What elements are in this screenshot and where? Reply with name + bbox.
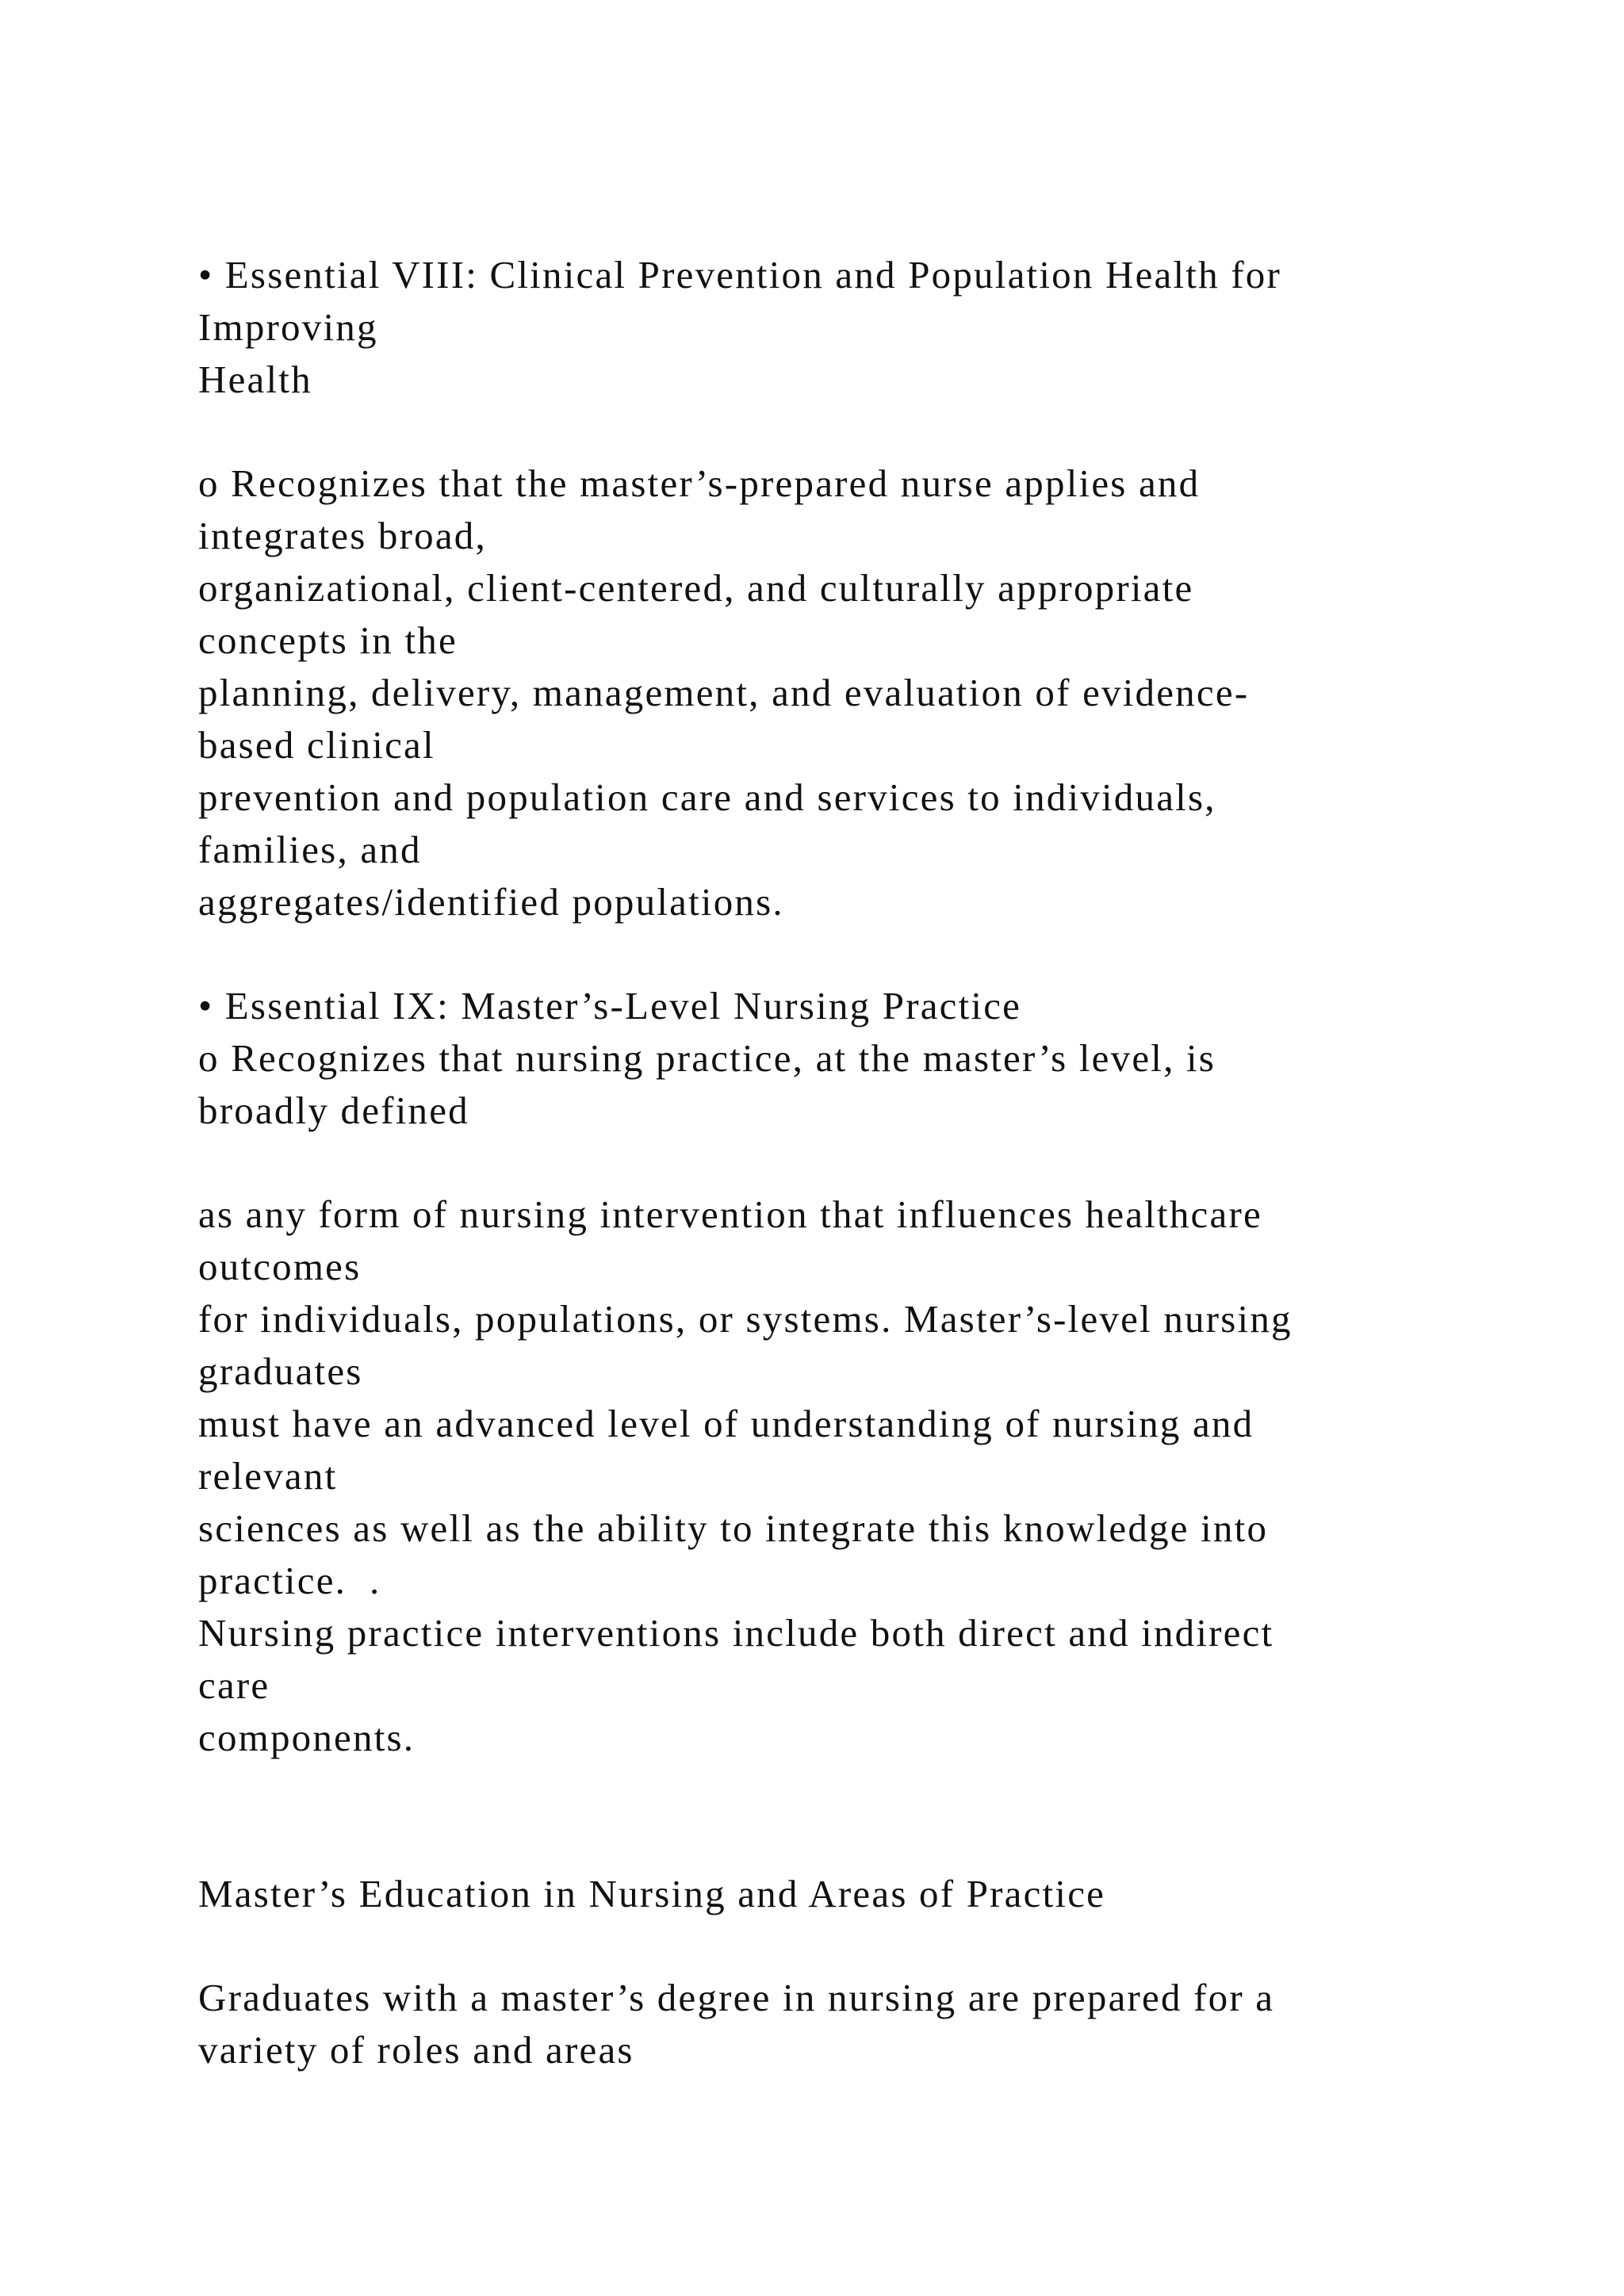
- essential-viii-body-line-2: integrates broad,: [198, 514, 487, 557]
- essential-ix-body-line-7: must have an advanced level of understanding of nursing and: [198, 1402, 1254, 1445]
- essential-ix-heading: • Essential IX: Master’s-Level Nursing Practice: [198, 984, 1022, 1027]
- essential-viii-body-line-6: based clinical: [198, 723, 435, 767]
- essential-viii-body-line-3: organizational, client-centered, and culturally appropriate: [198, 566, 1194, 610]
- essential-ix-body-line-10: practice. .: [198, 1559, 381, 1602]
- essential-viii-heading-line-2: Improving: [198, 305, 378, 349]
- essential-viii-heading-line-3: Health: [198, 358, 312, 401]
- essential-ix-body-line-5: for individuals, populations, or systems. Master’s-level nursing: [198, 1297, 1293, 1341]
- section-body-line-2: variety of roles and areas: [198, 2028, 634, 2072]
- essential-ix-body-line-8: relevant: [198, 1454, 338, 1498]
- essential-ix-body-line-4: outcomes: [198, 1245, 362, 1288]
- essential-ix-body-line-2: broadly defined: [198, 1089, 469, 1132]
- essential-viii-body-line-5: planning, delivery, management, and evaluation of evidence-: [198, 671, 1250, 714]
- essential-ix-body-line-13: components.: [198, 1716, 416, 1759]
- essential-ix-body-line-1: o Recognizes that nursing practice, at the master’s level, is: [198, 1036, 1216, 1080]
- essential-viii-body-line-8: families, and: [198, 828, 422, 871]
- essential-viii-heading-line-1: • Essential VIII: Clinical Prevention and Population Health for: [198, 253, 1281, 297]
- essential-ix-body-line-12: care: [198, 1663, 270, 1707]
- essential-ix-body-line-6: graduates: [198, 1349, 363, 1393]
- essential-ix-body-line-11: Nursing practice interventions include both direct and indirect: [198, 1611, 1274, 1655]
- section-body-line-1: Graduates with a master’s degree in nursing are prepared for a: [198, 1976, 1275, 2019]
- essential-ix-body-line-3: as any form of nursing intervention that influences healthcare: [198, 1192, 1262, 1236]
- essential-viii-body-line-7: prevention and population care and services to individuals,: [198, 775, 1216, 819]
- essential-viii-body-line-4: concepts in the: [198, 618, 458, 662]
- essential-ix-body-line-9: sciences as well as the ability to integrate this knowledge into: [198, 1506, 1269, 1550]
- essential-viii-body-line-1: o Recognizes that the master’s-prepared nurse applies and: [198, 461, 1201, 505]
- section-heading: Master’s Education in Nursing and Areas of Practice: [198, 1872, 1106, 1915]
- essential-viii-body-line-9: aggregates/identified populations.: [198, 880, 784, 924]
